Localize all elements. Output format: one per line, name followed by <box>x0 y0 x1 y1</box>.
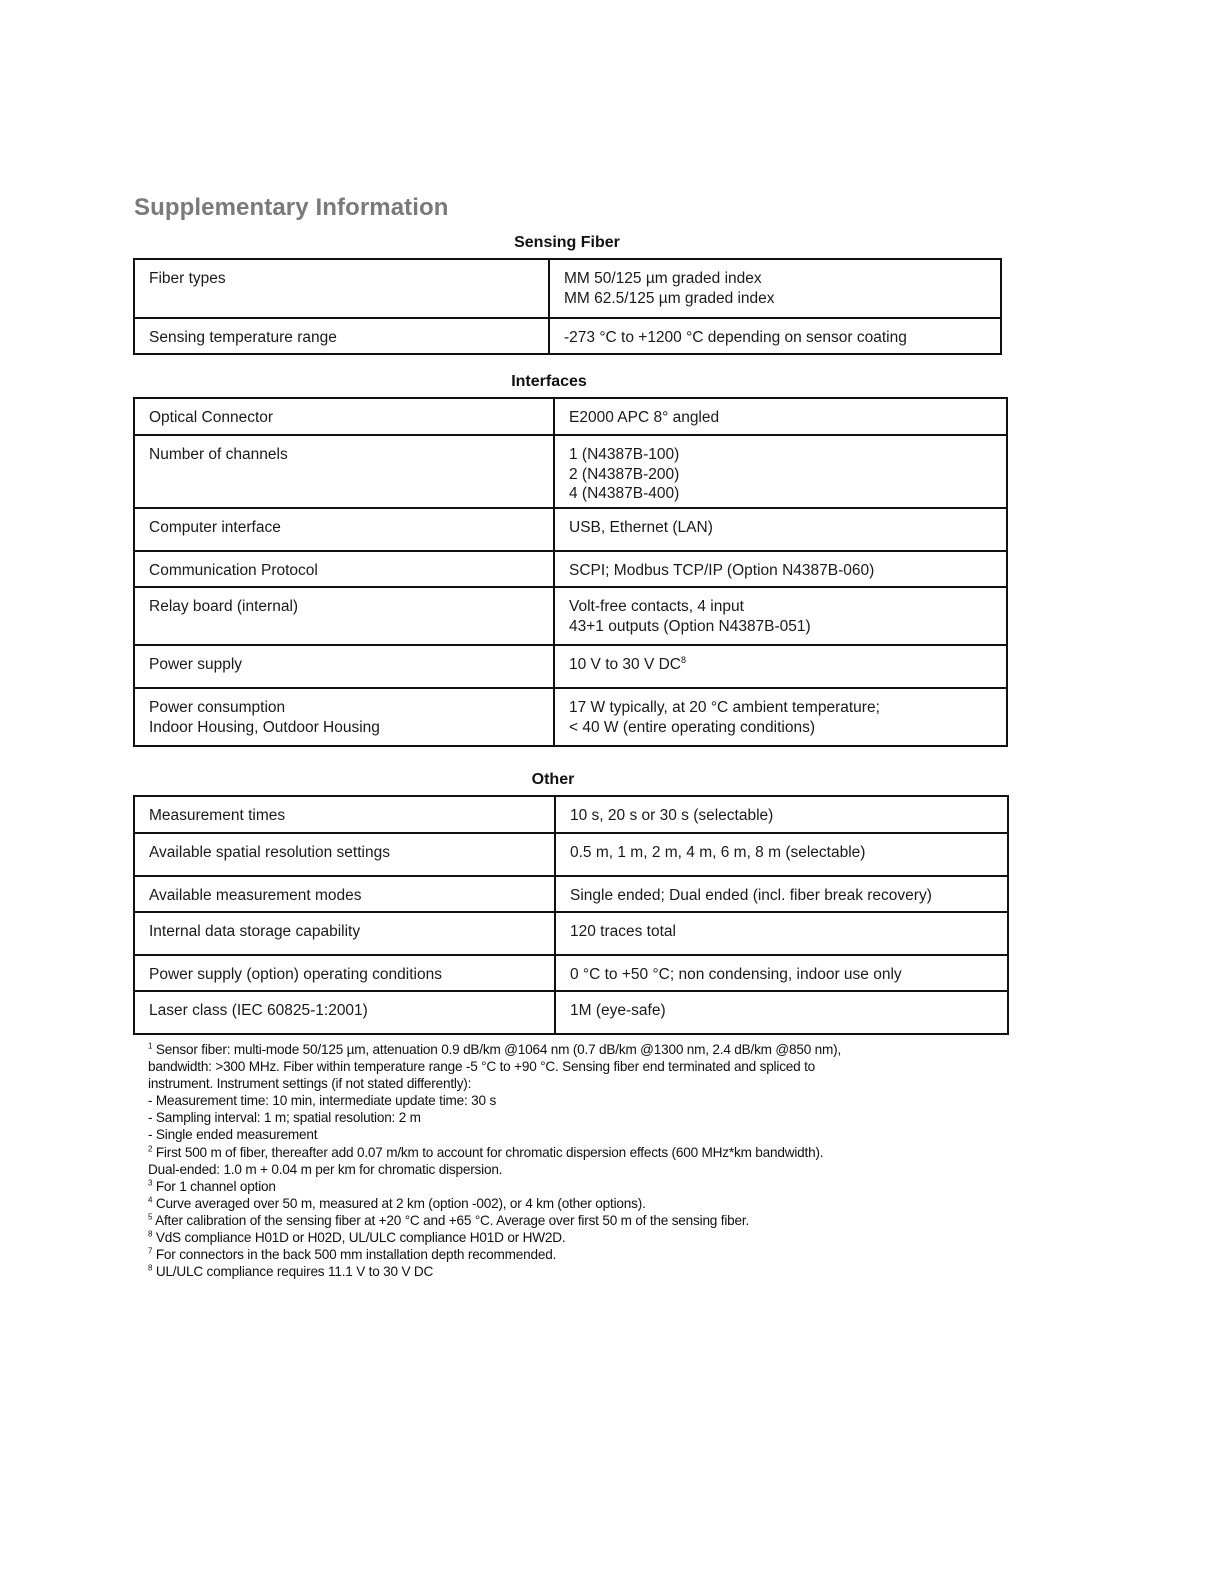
section-heading-interfaces: Interfaces <box>511 373 587 390</box>
table-row <box>134 645 1007 688</box>
spec-label: Optical Connector <box>134 398 554 435</box>
footnote-ref: 8 <box>681 654 687 665</box>
spec-value: 120 traces total <box>555 912 1008 955</box>
footnote-line: - Sampling interval: 1 m; spatial resolution: 2 m <box>148 1110 421 1126</box>
spec-label: Number of channels <box>134 435 554 508</box>
spec-label: Power supply (option) operating conditions <box>134 955 555 991</box>
table-row <box>134 508 1007 551</box>
footnote-line: $^1$ Sensor fiber: multi-mode 50/125 µm, attenuation 0.9 dB/km @1064 nm (0.7 dB/km @1300 nm, 2.4 dB/km @850 nm), <box>148 1041 842 1057</box>
table-row <box>134 688 1007 746</box>
spec-value: SCPI; Modbus TCP/IP (Option N4387B-060) <box>554 551 1007 587</box>
footnote-line: $^2$ First 500 m of fiber, thereafter add 0.07 m/km to account for chromatic dispersion effects (600 MHz*km bandwidth). <box>148 1144 824 1160</box>
table-row <box>134 587 1007 645</box>
footnotes <box>148 1041 908 1280</box>
table-row <box>134 955 1008 991</box>
spec-label: Fiber types <box>134 259 549 318</box>
spec-label: Computer interface <box>134 508 554 551</box>
spec-label: Internal data storage capability <box>134 912 555 955</box>
spec-label: Available spatial resolution settings <box>134 833 555 876</box>
section-heading-other: Other <box>531 771 575 788</box>
footnote-line: $^5$ After calibration of the sensing fiber at +20 °C and +65 °C. Average over first 50 m of the sensing fiber. <box>148 1212 750 1228</box>
spec-value: 10 s, 20 s or 30 s (selectable) <box>555 796 1008 833</box>
footnote-line: - Single ended measurement <box>148 1127 318 1143</box>
table-row <box>134 912 1008 955</box>
footnote-line: $^8$ UL/ULC compliance requires 11.1 V to 30 V DC <box>148 1263 434 1280</box>
spec-label: Communication Protocol <box>134 551 554 587</box>
page-title: Supplementary Information <box>134 194 449 221</box>
interfaces-table <box>133 397 1008 747</box>
sensing-fiber-table <box>133 258 1002 355</box>
section-heading-sensing-fiber: Sensing Fiber <box>514 234 620 251</box>
spec-label: Power consumption Indoor Housing, Outdoor Housing <box>134 688 554 746</box>
spec-label: Measurement times <box>134 796 555 833</box>
spec-value: Volt-free contacts, 4 input 43+1 outputs (Option N4387B-051) <box>554 587 1007 645</box>
table-row <box>134 435 1007 508</box>
table-row <box>134 796 1008 833</box>
spec-value: -273 °C to +1200 °C depending on sensor coating <box>549 318 1001 354</box>
table-row <box>134 991 1008 1034</box>
footnote-line: - Measurement time: 10 min, intermediate update time: 30 s <box>148 1093 497 1109</box>
table-row <box>134 876 1008 912</box>
spec-label: Power supply <box>134 645 554 688</box>
spec-value: 1M (eye-safe) <box>555 991 1008 1034</box>
table-row <box>134 833 1008 876</box>
spec-value: 1 (N4387B-100) 2 (N4387B-200) 4 (N4387B-400) <box>554 435 1007 508</box>
spec-value: MM 50/125 µm graded index MM 62.5/125 µm graded index <box>549 259 1001 318</box>
spec-label: Sensing temperature range <box>134 318 549 354</box>
table-row <box>134 398 1007 435</box>
spec-label: Relay board (internal) <box>134 587 554 645</box>
spec-value: 0 °C to +50 °C; non condensing, indoor use only <box>555 955 1008 991</box>
other-table <box>133 795 1009 1035</box>
spec-value: 0.5 m, 1 m, 2 m, 4 m, 6 m, 8 m (selectable) <box>555 833 1008 876</box>
footnote-line: $^8$ VdS compliance H01D or H02D, UL/ULC compliance H01D or HW2D. <box>148 1229 566 1246</box>
footnote-line: Dual-ended: 1.0 m + 0.04 m per km for chromatic dispersion. <box>148 1161 503 1177</box>
table-row <box>134 551 1007 587</box>
footnote-line: $^3$ For 1 channel option <box>148 1178 276 1194</box>
spec-label: Available measurement modes <box>134 876 555 912</box>
footnote-line: instrument. Instrument settings (if not stated differently): <box>148 1076 472 1092</box>
table-row <box>134 318 1001 354</box>
footnote-line: $^7$ For connectors in the back 500 mm installation depth recommended. <box>148 1246 557 1263</box>
spec-label: Laser class (IEC 60825-1:2001) <box>134 991 555 1034</box>
spec-value: Single ended; Dual ended (incl. fiber break recovery) <box>555 876 1008 912</box>
spec-value: 10 V to 30 V $DC^8$ <box>554 645 1007 688</box>
spec-value: 17 W typically, at 20 °C ambient temperature; < 40 W (entire operating conditions) <box>554 688 1007 746</box>
spec-value: USB, Ethernet (LAN) <box>554 508 1007 551</box>
footnote-line: bandwidth: >300 MHz. Fiber within temperature range -5 °C to +90 °C. Sensing fiber end terminated and spliced to <box>148 1059 816 1075</box>
spec-value: E2000 APC 8° angled <box>554 398 1007 435</box>
footnote-line: $^4$ Curve averaged over 50 m, measured at 2 km (option -002), or 4 km (other options). <box>148 1195 646 1211</box>
table-row <box>134 259 1001 318</box>
